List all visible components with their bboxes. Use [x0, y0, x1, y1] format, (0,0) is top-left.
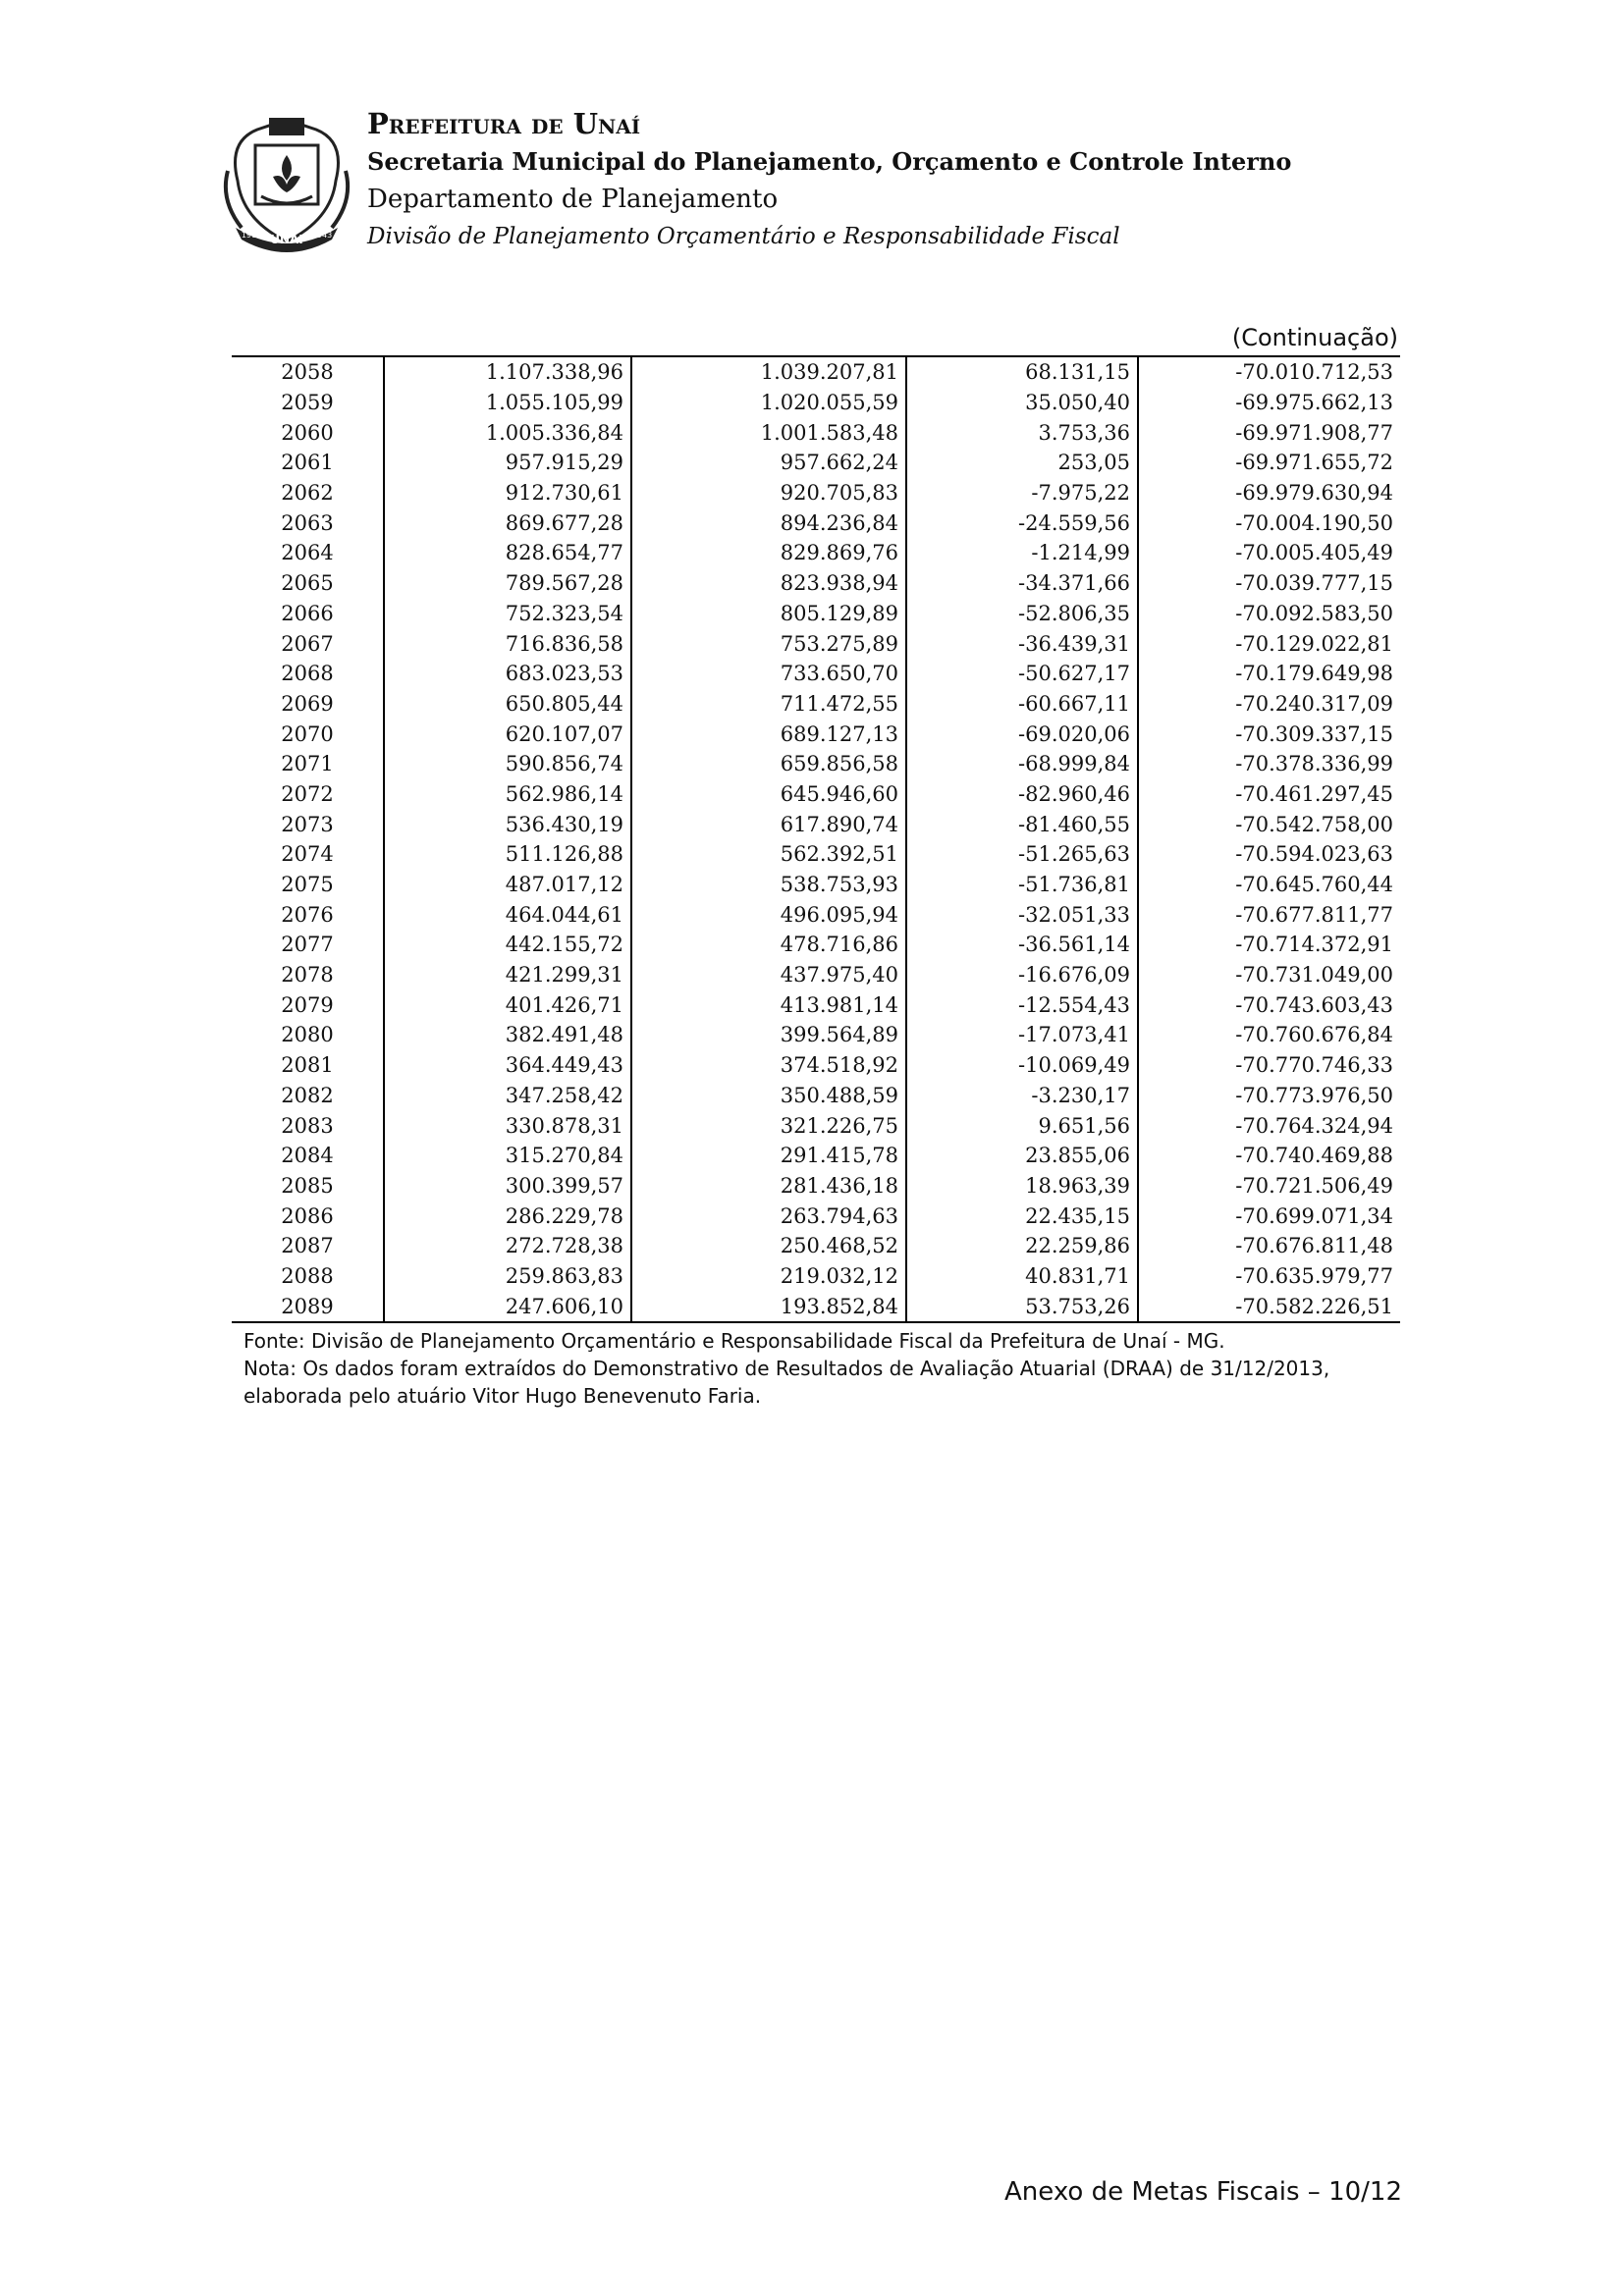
result-cell: -34.371,66: [906, 568, 1138, 599]
balance-cell: -70.676.811,48: [1138, 1231, 1400, 1261]
table-row: [232, 719, 1400, 749]
table-row: [232, 930, 1400, 960]
expense-cell: 413.981,14: [631, 989, 906, 1020]
year-cell: 2064: [281, 541, 334, 565]
revenue-cell: 364.449,43: [384, 1050, 631, 1081]
revenue-cell: 272.728,38: [384, 1231, 631, 1261]
expense-cell: 478.716,86: [631, 930, 906, 960]
revenue-cell: 401.426,71: [384, 989, 631, 1020]
expense-cell: 957.662,24: [631, 448, 906, 478]
balance-cell: -70.004.190,50: [1138, 507, 1400, 538]
balance-cell: -70.582.226,51: [1138, 1291, 1400, 1322]
revenue-cell: 300.399,57: [384, 1171, 631, 1201]
balance-cell: -70.240.317,09: [1138, 689, 1400, 720]
result-cell: -81.460,55: [906, 809, 1138, 839]
expense-cell: 659.856,58: [631, 749, 906, 779]
table-row: [232, 568, 1400, 599]
year-cell: 2089: [281, 1294, 334, 1318]
table-row: [232, 899, 1400, 930]
table-row: [232, 1261, 1400, 1292]
table-row: [232, 749, 1400, 779]
revenue-cell: 1.107.338,96: [384, 356, 631, 388]
balance-cell: -70.721.506,49: [1138, 1171, 1400, 1201]
organization-name: Prefeitura de Unaí: [367, 107, 641, 140]
year-cell: 2068: [281, 662, 334, 686]
year-cell: 2079: [281, 992, 334, 1017]
table-row: [232, 1291, 1400, 1322]
crest-year-right: 1943: [311, 231, 333, 240]
revenue-cell: 259.863,83: [384, 1261, 631, 1292]
table-row: [232, 839, 1400, 870]
expense-cell: 291.415,78: [631, 1141, 906, 1171]
year-cell: 2084: [281, 1144, 334, 1168]
result-cell: -69.020,06: [906, 719, 1138, 749]
result-cell: -10.069,49: [906, 1050, 1138, 1081]
expense-cell: 350.488,59: [631, 1081, 906, 1111]
expense-cell: 374.518,92: [631, 1050, 906, 1081]
revenue-cell: 716.836,58: [384, 628, 631, 659]
table-row: [232, 1171, 1400, 1201]
division-name: Divisão de Planejamento Orçamentário e Responsabilidade Fiscal: [367, 224, 1120, 249]
year-cell: 2059: [281, 391, 334, 415]
year-cell: 2067: [281, 631, 334, 656]
result-cell: -36.439,31: [906, 628, 1138, 659]
expense-cell: 645.946,60: [631, 779, 906, 810]
year-cell: 2083: [281, 1113, 334, 1138]
result-cell: 53.753,26: [906, 1291, 1138, 1322]
year-cell: 2085: [281, 1173, 334, 1198]
revenue-cell: 421.299,31: [384, 960, 631, 990]
result-cell: -68.999,84: [906, 749, 1138, 779]
year-cell: 2072: [281, 781, 334, 806]
result-cell: 22.259,86: [906, 1231, 1138, 1261]
expense-cell: 711.472,55: [631, 689, 906, 720]
expense-cell: 1.020.055,59: [631, 388, 906, 418]
revenue-cell: 752.323,54: [384, 599, 631, 629]
balance-cell: -70.594.023,63: [1138, 839, 1400, 870]
balance-cell: -69.979.630,94: [1138, 478, 1400, 508]
year-cell: 2062: [281, 481, 334, 506]
table-row: [232, 809, 1400, 839]
balance-cell: -70.699.071,34: [1138, 1201, 1400, 1231]
result-cell: 22.435,15: [906, 1201, 1138, 1231]
revenue-cell: 912.730,61: [384, 478, 631, 508]
balance-cell: -70.542.758,00: [1138, 809, 1400, 839]
expense-cell: 399.564,89: [631, 1020, 906, 1050]
table-row: [232, 1110, 1400, 1141]
table-row: [232, 1201, 1400, 1231]
balance-cell: -69.971.655,72: [1138, 448, 1400, 478]
table-notes: [243, 1327, 1402, 1410]
revenue-cell: 511.126,88: [384, 839, 631, 870]
revenue-cell: 464.044,61: [384, 899, 631, 930]
year-cell: 2073: [281, 812, 334, 836]
revenue-cell: 1.055.105,99: [384, 388, 631, 418]
result-cell: -51.265,63: [906, 839, 1138, 870]
revenue-cell: 286.229,78: [384, 1201, 631, 1231]
result-cell: -32.051,33: [906, 899, 1138, 930]
year-cell: 2058: [281, 360, 334, 385]
actuarial-projection-table: [232, 355, 1400, 1323]
year-cell: 2080: [281, 1023, 334, 1047]
result-cell: -24.559,56: [906, 507, 1138, 538]
expense-cell: 219.032,12: [631, 1261, 906, 1292]
revenue-cell: 247.606,10: [384, 1291, 631, 1322]
balance-cell: -70.770.746,33: [1138, 1050, 1400, 1081]
page-header: [218, 104, 1396, 261]
result-cell: -1.214,99: [906, 538, 1138, 568]
result-cell: -60.667,11: [906, 689, 1138, 720]
revenue-cell: 442.155,72: [384, 930, 631, 960]
year-cell: 2076: [281, 902, 334, 927]
expense-cell: 1.001.583,48: [631, 417, 906, 448]
revenue-cell: 869.677,28: [384, 507, 631, 538]
revenue-cell: 315.270,84: [384, 1141, 631, 1171]
year-cell: 2088: [281, 1263, 334, 1288]
expense-cell: 894.236,84: [631, 507, 906, 538]
year-cell: 2065: [281, 571, 334, 596]
revenue-cell: 536.430,19: [384, 809, 631, 839]
year-cell: 2071: [281, 752, 334, 776]
balance-cell: -70.645.760,44: [1138, 870, 1400, 900]
revenue-cell: 957.915,29: [384, 448, 631, 478]
continuation-label: (Continuação): [1231, 324, 1398, 351]
expense-cell: 920.705,83: [631, 478, 906, 508]
balance-cell: -70.461.297,45: [1138, 779, 1400, 810]
municipal-crest-icon: [218, 112, 355, 257]
result-cell: 40.831,71: [906, 1261, 1138, 1292]
result-cell: 68.131,15: [906, 356, 1138, 388]
year-cell: 2077: [281, 933, 334, 957]
balance-cell: -69.971.908,77: [1138, 417, 1400, 448]
table-row: [232, 1020, 1400, 1050]
revenue-cell: 487.017,12: [384, 870, 631, 900]
expense-cell: 250.468,52: [631, 1231, 906, 1261]
expense-cell: 823.938,94: [631, 568, 906, 599]
expense-cell: 805.129,89: [631, 599, 906, 629]
table-row: [232, 1231, 1400, 1261]
table-row: [232, 599, 1400, 629]
result-cell: -82.960,46: [906, 779, 1138, 810]
year-cell: 2081: [281, 1053, 334, 1078]
expense-cell: 689.127,13: [631, 719, 906, 749]
balance-cell: -70.635.979,77: [1138, 1261, 1400, 1292]
revenue-cell: 620.107,07: [384, 719, 631, 749]
year-cell: 2063: [281, 510, 334, 535]
result-cell: -3.230,17: [906, 1081, 1138, 1111]
revenue-cell: 562.986,14: [384, 779, 631, 810]
result-cell: -7.975,22: [906, 478, 1138, 508]
balance-cell: -70.740.469,88: [1138, 1141, 1400, 1171]
result-cell: 35.050,40: [906, 388, 1138, 418]
crest-name: UNAI: [270, 233, 303, 246]
table-row: [232, 448, 1400, 478]
table-row: [232, 659, 1400, 689]
year-cell: 2087: [281, 1234, 334, 1258]
balance-cell: -70.714.372,91: [1138, 930, 1400, 960]
expense-cell: 281.436,18: [631, 1171, 906, 1201]
result-cell: -51.736,81: [906, 870, 1138, 900]
balance-cell: -70.764.324,94: [1138, 1110, 1400, 1141]
balance-cell: -70.309.337,15: [1138, 719, 1400, 749]
result-cell: -52.806,35: [906, 599, 1138, 629]
expense-cell: 263.794,63: [631, 1201, 906, 1231]
revenue-cell: 382.491,48: [384, 1020, 631, 1050]
year-cell: 2075: [281, 873, 334, 897]
data-note-line-2: elaborada pelo atuário Vitor Hugo Benevenuto Faria.: [243, 1384, 762, 1408]
result-cell: -36.561,14: [906, 930, 1138, 960]
table-row: [232, 356, 1400, 388]
table-row: [232, 1081, 1400, 1111]
secretariat-name: Secretaria Municipal do Planejamento, Orçamento e Controle Interno: [367, 147, 1292, 176]
expense-cell: 562.392,51: [631, 839, 906, 870]
table-row: [232, 417, 1400, 448]
balance-cell: -70.731.049,00: [1138, 960, 1400, 990]
table-row: [232, 1141, 1400, 1171]
revenue-cell: 347.258,42: [384, 1081, 631, 1111]
year-cell: 2078: [281, 963, 334, 988]
header-text-block: [367, 104, 1291, 255]
year-cell: 2082: [281, 1083, 334, 1107]
revenue-cell: 683.023,53: [384, 659, 631, 689]
result-cell: 9.651,56: [906, 1110, 1138, 1141]
year-cell: 2069: [281, 691, 334, 716]
revenue-cell: 1.005.336,84: [384, 417, 631, 448]
balance-cell: -70.010.712,53: [1138, 356, 1400, 388]
balance-cell: -70.092.583,50: [1138, 599, 1400, 629]
balance-cell: -70.179.649,98: [1138, 659, 1400, 689]
year-cell: 2086: [281, 1203, 334, 1228]
balance-cell: -70.039.777,15: [1138, 568, 1400, 599]
year-cell: 2066: [281, 601, 334, 625]
source-note: Fonte: Divisão de Planejamento Orçamentário e Responsabilidade Fiscal da Prefeitura de Unaí - MG.: [243, 1329, 1225, 1353]
result-cell: -12.554,43: [906, 989, 1138, 1020]
result-cell: 23.855,06: [906, 1141, 1138, 1171]
balance-cell: -70.677.811,77: [1138, 899, 1400, 930]
page-footer: Anexo de Metas Fiscais – 10/12: [1004, 2177, 1402, 2207]
data-note-line-1: Nota: Os dados foram extraídos do Demonstrativo de Resultados de Avaliação Atuarial (DRAA) de 31/12/2013,: [243, 1357, 1330, 1380]
year-cell: 2070: [281, 721, 334, 746]
year-cell: 2061: [281, 451, 334, 475]
expense-cell: 437.975,40: [631, 960, 906, 990]
table-row: [232, 538, 1400, 568]
result-cell: -50.627,17: [906, 659, 1138, 689]
expense-cell: 1.039.207,81: [631, 356, 906, 388]
balance-cell: -70.129.022,81: [1138, 628, 1400, 659]
table-row: [232, 989, 1400, 1020]
balance-cell: -69.975.662,13: [1138, 388, 1400, 418]
crest-year-left: 1919: [241, 231, 262, 240]
table-row: [232, 478, 1400, 508]
expense-cell: 617.890,74: [631, 809, 906, 839]
expense-cell: 496.095,94: [631, 899, 906, 930]
result-cell: 253,05: [906, 448, 1138, 478]
table-row: [232, 1050, 1400, 1081]
table-row: [232, 779, 1400, 810]
result-cell: -17.073,41: [906, 1020, 1138, 1050]
table-row: [232, 960, 1400, 990]
table-row: [232, 689, 1400, 720]
result-cell: -16.676,09: [906, 960, 1138, 990]
table-row: [232, 628, 1400, 659]
year-cell: 2074: [281, 842, 334, 867]
table-row: [232, 388, 1400, 418]
expense-cell: 193.852,84: [631, 1291, 906, 1322]
balance-cell: -70.743.603,43: [1138, 989, 1400, 1020]
expense-cell: 321.226,75: [631, 1110, 906, 1141]
revenue-cell: 590.856,74: [384, 749, 631, 779]
result-cell: 3.753,36: [906, 417, 1138, 448]
table-row: [232, 507, 1400, 538]
expense-cell: 538.753,93: [631, 870, 906, 900]
year-cell: 2060: [281, 420, 334, 445]
balance-cell: -70.773.976,50: [1138, 1081, 1400, 1111]
balance-cell: -70.760.676,84: [1138, 1020, 1400, 1050]
table-row: [232, 870, 1400, 900]
result-cell: 18.963,39: [906, 1171, 1138, 1201]
balance-cell: -70.378.336,99: [1138, 749, 1400, 779]
expense-cell: 733.650,70: [631, 659, 906, 689]
revenue-cell: 650.805,44: [384, 689, 631, 720]
revenue-cell: 789.567,28: [384, 568, 631, 599]
department-name: Departamento de Planejamento: [367, 185, 779, 214]
table-body: [232, 356, 1400, 1322]
revenue-cell: 330.878,31: [384, 1110, 631, 1141]
expense-cell: 829.869,76: [631, 538, 906, 568]
balance-cell: -70.005.405,49: [1138, 538, 1400, 568]
revenue-cell: 828.654,77: [384, 538, 631, 568]
expense-cell: 753.275,89: [631, 628, 906, 659]
